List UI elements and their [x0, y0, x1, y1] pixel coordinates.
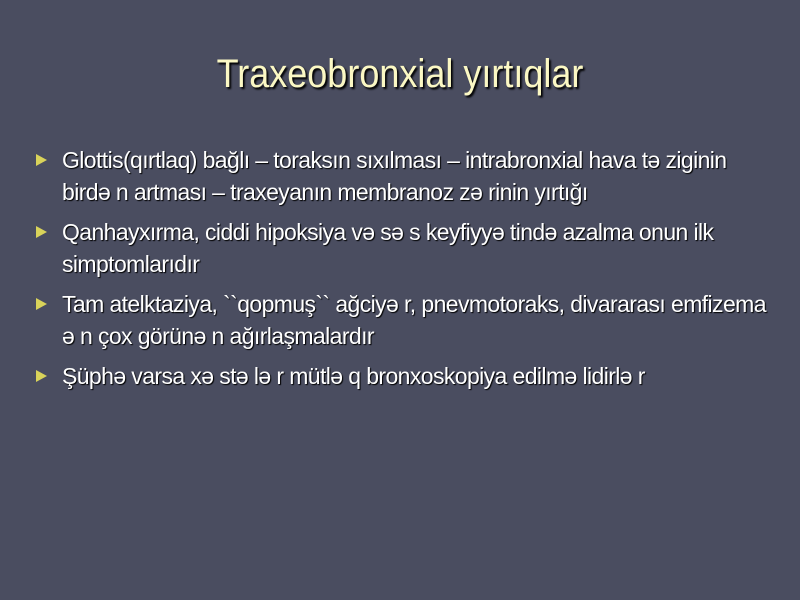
- bullet-triangle-icon: [36, 154, 47, 166]
- list-item: [34, 288, 774, 352]
- bullet-text: Tam atelktaziya, ``qopmuş`` ağciyə r, pnevmotoraks, divararası emfizema ə n çox görünə n ağırlaşmalardır: [62, 291, 772, 349]
- list-item: [34, 144, 774, 208]
- slide-title: Traxeobronxial yırtıqlar: [216, 52, 584, 96]
- list-item: [34, 216, 774, 280]
- bullet-triangle-icon: [36, 226, 47, 238]
- bullet-text: Şüphə varsa xə stə lə r mütlə q bronxoskopiya edilmə lidirlə r: [62, 363, 645, 389]
- bullet-text: Glottis(qırtlaq) bağlı – toraksın sıxılması – intrabronxial hava tə ziginin birdə n artması – traxeyanın membranoz zə rinin yırtığı: [62, 147, 733, 205]
- bullet-triangle-icon: [36, 298, 47, 310]
- list-item: [34, 360, 774, 392]
- bullet-triangle-icon: [36, 370, 47, 382]
- bullet-list: [34, 144, 774, 400]
- bullet-text: Qanhayxırma, ciddi hipoksiya və sə s keyfiyyə tində azalma onun ilk simptomlarıdır: [62, 219, 720, 277]
